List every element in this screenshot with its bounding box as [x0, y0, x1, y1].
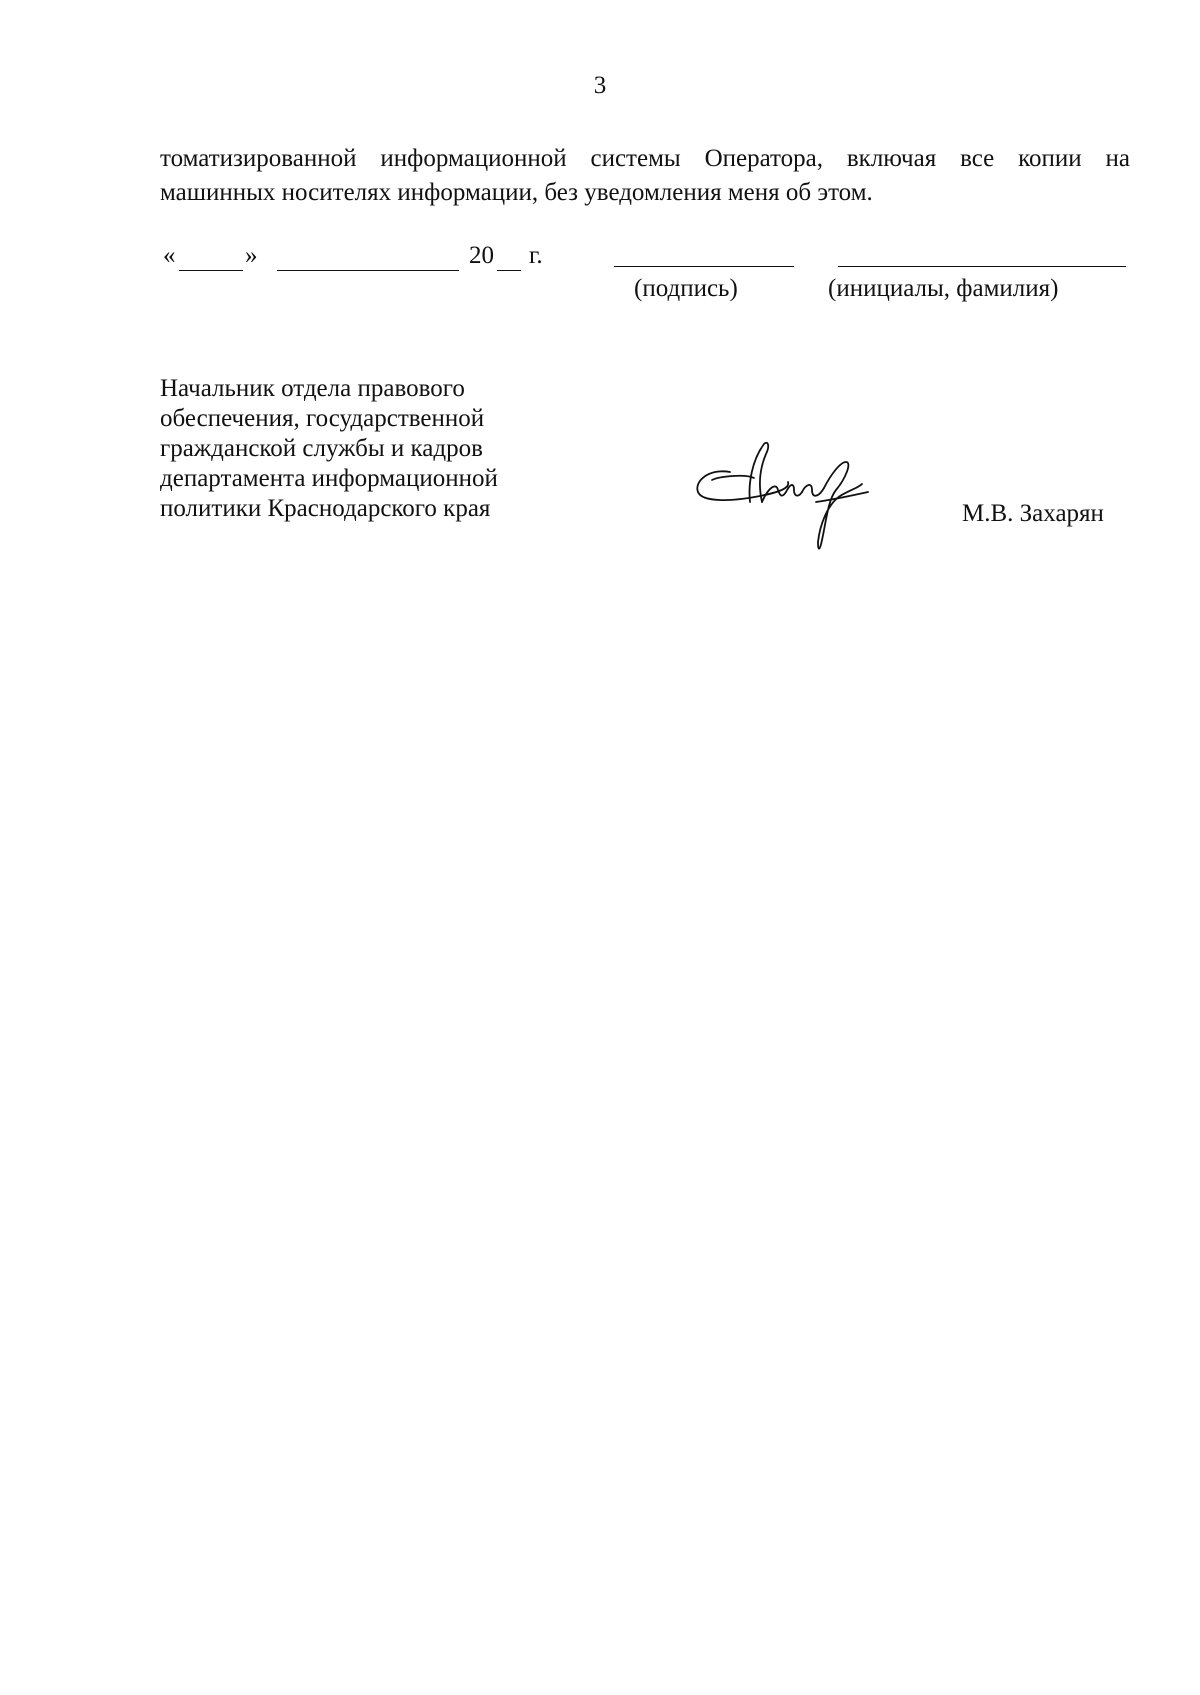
position-line-3: гражданской службы и кадров — [160, 435, 483, 462]
paragraph-continuation — [160, 142, 1130, 210]
name-blank — [838, 266, 1126, 267]
name-caption: (инициалы, фамилия) — [828, 275, 1059, 302]
signature-blank — [614, 266, 794, 267]
handwritten-signature — [690, 432, 880, 562]
month-blank — [277, 270, 459, 271]
date-open-quote: « — [163, 242, 176, 269]
year-suffix: г. — [529, 242, 543, 269]
year-prefix: 20 — [469, 242, 494, 269]
date-close-quote: » — [245, 242, 258, 269]
position-line-1: Начальник отдела правового — [160, 375, 465, 402]
paragraph-line-2: машинных носителях информации, без уведомления меня об этом. — [160, 179, 873, 206]
signature-caption: (подпись) — [634, 275, 738, 302]
paragraph-line-1: томатизированной информационной системы Оператора, включая все копии на — [160, 145, 1130, 172]
date-fill-line — [163, 242, 583, 276]
position-line-5: политики Краснодарского края — [160, 495, 491, 522]
position-line-2: обеспечения, государственной — [160, 405, 485, 432]
position-line-4: департамента информационной — [160, 465, 498, 492]
day-blank — [179, 270, 243, 271]
page-number: 3 — [593, 72, 607, 99]
signatory-position — [160, 374, 580, 524]
signer-name: М.В. Захарян — [962, 500, 1104, 527]
year-blank — [497, 270, 521, 271]
